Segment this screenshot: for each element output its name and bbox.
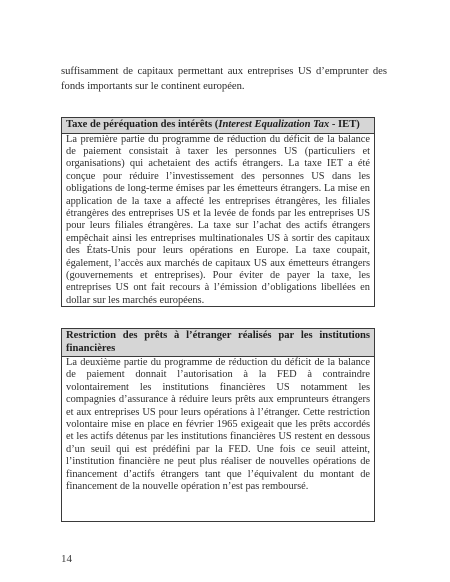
box-title-main: Taxe de péréquation des intérêts ( <box>66 119 219 130</box>
sidebar-box-restriction <box>61 328 375 522</box>
box-title-tail: - IET) <box>329 119 360 130</box>
box-body-iet: La première partie du programme de réduction du déficit de la balance de paiement consistait à taxer les personnes US (particuliers et organisations) qui achetaient des actifs étrangers. La taxe IET a été conçue pour réduire l’investissement des personnes US dans les obligations de long-terme émises par les émetteurs étrangers. La mise en application de la taxe a affecté les entreprises étrangères, les filiales étrangères des entreprises US et la levée de fonds par les entreprises US pour leurs filiales étrangères. La taxe sur l’achat des actifs étrangers empêchait ainsi les entreprises multinationales US à sortir des capitaux des États-Unis pour leurs opérations en Europe. La taxe coupait, également, l’accès aux marchés de capitaux US aux émetteurs étrangers (gouvernements et entreprises). Pour éviter de payer la taxe, les entreprises US ont fait recours à l’émission d’obligations libellées en dollar sur les marchés européens. <box>66 133 370 306</box>
box-title-iet <box>62 118 374 134</box>
page-number: 14 <box>61 553 72 565</box>
box-body-restriction: La deuxième partie du programme de réduction du déficit de la balance de paiement donnait l’autorisation à la FED à contraindre volontairement les institutions financières US notamment les compagnies d’assurance à réduire leurs prêts aux emprunteurs étrangers et aux entreprises US pour leurs opérations à l’étranger. Cette restriction volontaire mise en place en février 1965 exigeait que les prêts accordés et les actifs détenus par les institutions financières US restent en dessous d’un seuil qui est prédéfini par la FED. Une fois ce seuil atteint, l’institution financière ne peut plus réaliser de nouvelles opérations de financement d’actifs étrangers tant que l’équivalent du montant de financement de la nouvelle opération n’est pas remboursé. <box>66 357 370 493</box>
intro-paragraph: suffisamment de capitaux permettant aux entreprises US d’emprunter des fonds importants sur le continent européen. <box>61 66 387 92</box>
sidebar-box-iet <box>61 117 375 307</box>
box-title-italic: Interest Equalization Tax <box>218 119 330 130</box>
box-title-restriction: Restriction des prêts à l’étranger réalisés par les institutions financières <box>62 329 374 357</box>
